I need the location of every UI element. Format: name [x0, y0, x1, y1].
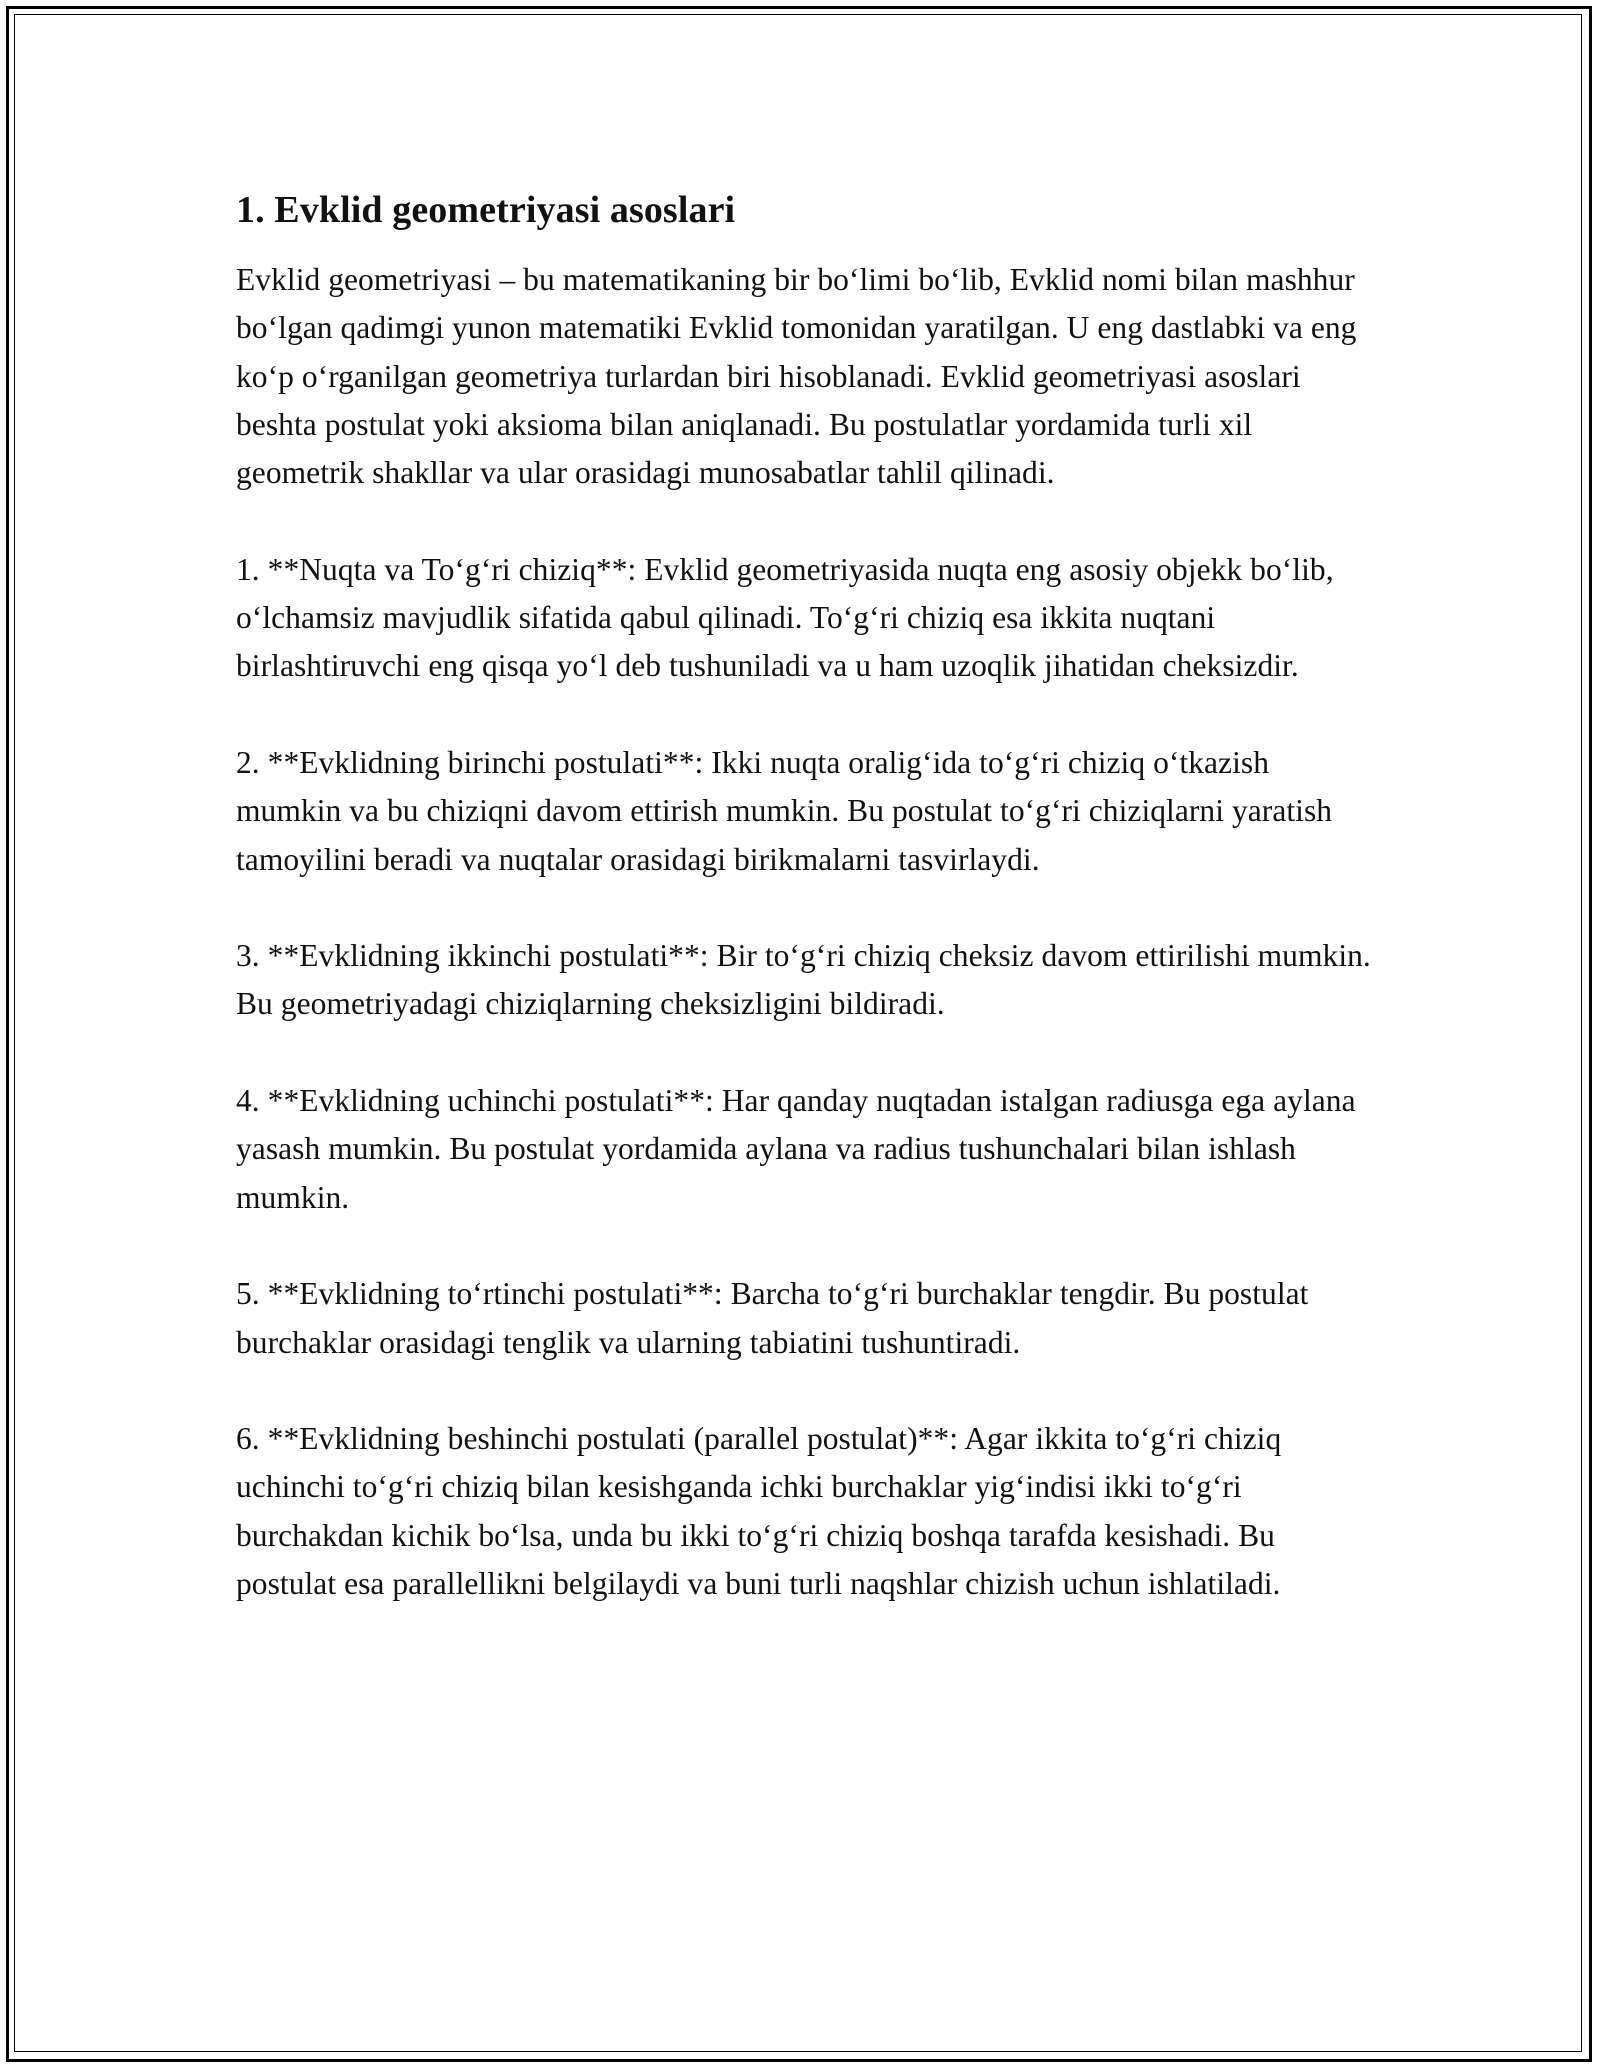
paragraph-postulate-4: 5. **Evklidning to‘rtinchi postulati**: Barcha to‘g‘ri burchaklar tengdir. Bu postulat burchaklar orasidagi tenglik va ularning tabiatini tushuntiradi.: [236, 1276, 1309, 1360]
intro-paragraph: Evklid geometriyasi – bu matematikaning bir bo‘limi bo‘lib, Evklid nomi bilan mashhur bo‘lgan qadimgi yunon matematiki Evklid tomonidan yaratilgan. U eng dastlabki va eng ko‘p o‘rganilgan geometriya turlardan biri hisoblanadi. Evklid geometriyasi asoslari beshta postulat yoki aksioma bilan aniqlanadi. Bu postulatlar yordamida turli xil geometrik shakllar va ular orasidagi munosabatlar tahlil qilinadi.: [236, 262, 1357, 491]
paragraph-postulate-2: 3. **Evklidning ikkinchi postulati**: Bir to‘g‘ri chiziq cheksiz davom ettirilishi mumkin. Bu geometriyadagi chiziqlarning cheksizligini bildiradi.: [236, 938, 1371, 1022]
paragraph-postulate-3: 4. **Evklidning uchinchi postulati**: Har qanday nuqtadan istalgan radiusga ega aylana yasash mumkin. Bu postulat yordamida aylana va radius tushunchalari bilan ishlash mumkin.: [236, 1083, 1356, 1215]
paragraph-nuqta-chiziq: 1. **Nuqta va To‘g‘ri chiziq**: Evklid geometriyasida nuqta eng asosiy objekk bo‘lib, o‘lchamsiz mavjudlik sifatida qabul qilinadi. To‘g‘ri chiziq esa ikkita nuqtani birlashtiruvchi eng qisqa yo‘l deb tushuniladi va u ham uzoqlik jihatidan cheksizdir.: [236, 551, 1334, 684]
paragraph-postulate-1: 2. **Evklidning birinchi postulati**: Ikki nuqta oralig‘ida to‘g‘ri chiziq o‘tkazish mumkin va bu chiziqni davom ettirish mumkin. Bu postulat to‘g‘ri chiziqlarni yaratish tamoyilini beradi va nuqtalar orasidagi birikmalarni tasvirlaydi.: [236, 744, 1333, 877]
document-title: 1. Evklid geometriyasi asoslari: [236, 189, 736, 231]
document-body: [236, 186, 1376, 1657]
paragraph-postulate-5: 6. **Evklidning beshinchi postulati (parallel postulat)**: Agar ikkita to‘g‘ri chiziq uchinchi to‘g‘ri chiziq bilan kesishganda ichki burchaklar yig‘indisi ikki to‘g‘ri burchakdan kichik bo‘lsa, unda bu ikki to‘g‘ri chiziq boshqa tarafda kesishadi. Bu postulat esa parallellikni belgilaydi va buni turli naqshlar chizish uchun ishlatiladi.: [236, 1421, 1282, 1602]
